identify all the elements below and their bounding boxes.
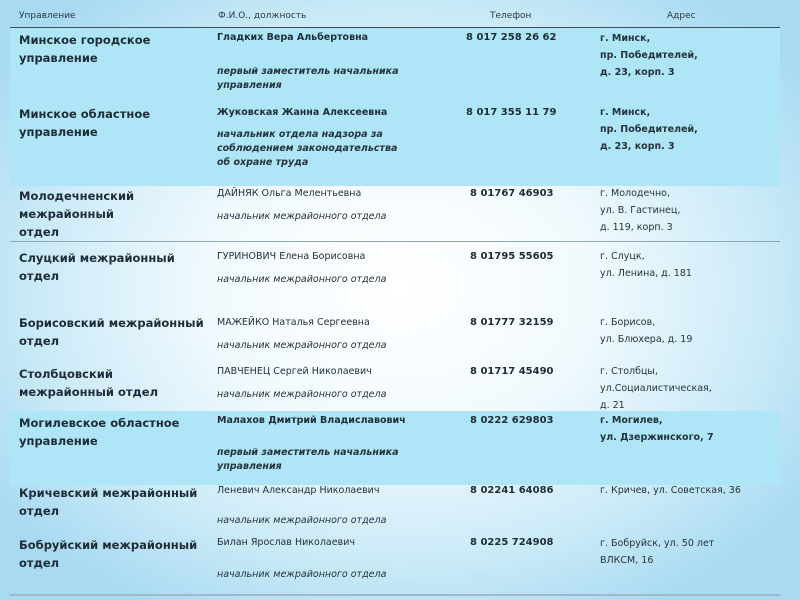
table-row-name: МАЖЕЙКО Наталья Сергеевна [217, 317, 370, 328]
header-fio: Ф.И.О., должность [218, 11, 307, 21]
table-bottom-border [10, 594, 780, 596]
table-row-position: первый заместитель начальника управления [217, 447, 399, 472]
header-dept: Управление [19, 11, 76, 21]
table-row-address: г. Бобруйск, ул. 50 лет ВЛКСМ, 16 [600, 538, 715, 566]
table-row-name: Гладких Вера Альбертовна [217, 32, 369, 43]
table-row-address: г. Кричев, ул. Советская, 36 [600, 485, 741, 496]
header-phone: Телефон [490, 11, 532, 21]
table-row-phone: 8 017 355 11 79 [466, 107, 557, 118]
table-row-phone: 8 01795 55605 [470, 251, 554, 262]
table-row-phone: 8 01717 45490 [470, 366, 554, 377]
table-row-address: г. Столбцы, ул.Социалистическая, д. 21 [600, 366, 712, 411]
table-row-phone: 8 01777 32159 [470, 317, 554, 328]
table-row-name: Билан Ярослав Николаевич [217, 537, 355, 548]
table-row-position: начальник межрайонного отдела [217, 211, 387, 222]
table-row-dept: Минское городское управление [19, 33, 151, 65]
table-row-position: начальник отдела надзора за соблюдением законодательства об охране труда [217, 129, 398, 168]
table-row-address: г. Слуцк, ул. Ленина, д. 181 [600, 251, 692, 279]
table-row-dept: Могилевское областное управление [19, 416, 180, 448]
table-row-position: начальник межрайонного отдела [217, 389, 387, 400]
row-divider [10, 241, 780, 242]
table-row-address: г. Минск, пр. Победителей, д. 23, корп. 3 [600, 107, 698, 152]
table-row-phone: 8 02241 64086 [470, 485, 554, 496]
table-row-position: первый заместитель начальника управления [217, 66, 399, 91]
contacts-table [10, 6, 780, 598]
table-row-position: начальник межрайонного отдела [217, 515, 387, 526]
table-row-address: г. Молодечно, ул. В. Гастинец, д. 119, корп. 3 [600, 188, 681, 233]
table-row-dept: Молодечненский межрайонный отдел [19, 189, 135, 239]
table-row-dept: Борисовский межрайонный отдел [19, 316, 204, 348]
table-row-position: начальник межрайонного отдела [217, 274, 387, 285]
header-divider [10, 27, 780, 28]
table-row-dept: Бобруйский межрайонный отдел [19, 538, 198, 570]
table-row-dept: Слуцкий межрайонный отдел [19, 251, 175, 283]
table-row-name: ГУРИНОВИЧ Елена Борисовна [217, 251, 366, 262]
table-row-dept: Кричевский межрайонный отдел [19, 486, 198, 518]
table-row-dept: Минское областное управление [19, 107, 151, 139]
table-row-phone: 8 0225 724908 [470, 537, 554, 548]
table-row-phone: 8 0222 629803 [470, 415, 554, 426]
table-row-name: Малахов Дмитрий Владиславович [217, 415, 406, 426]
table-row-address: г. Могилев, ул. Дзержинского, 7 [600, 415, 714, 443]
table-row-name: ПАВЧЕНЕЦ Сергей Николаевич [217, 366, 372, 377]
table-row-position: начальник межрайонного отдела [217, 340, 387, 351]
table-row-name: ДАЙНЯК Ольга Мелентьевна [217, 188, 362, 199]
table-row-address: г. Минск, пр. Победителей, д. 23, корп. 3 [600, 33, 698, 78]
table-row-address: г. Борисов, ул. Блюхера, д. 19 [600, 317, 693, 345]
table-row-dept: Столбцовский межрайонный отдел [19, 367, 159, 399]
header-address: Адрес [667, 11, 696, 21]
table-row-phone: 8 017 258 26 62 [466, 32, 557, 43]
table-row-name: Леневич Александр Николаевич [217, 485, 380, 496]
table-row-position: начальник межрайонного отдела [217, 569, 387, 580]
table-row-phone: 8 01767 46903 [470, 188, 554, 199]
table-row-name: Жуковская Жанна Алексеевна [217, 107, 388, 118]
